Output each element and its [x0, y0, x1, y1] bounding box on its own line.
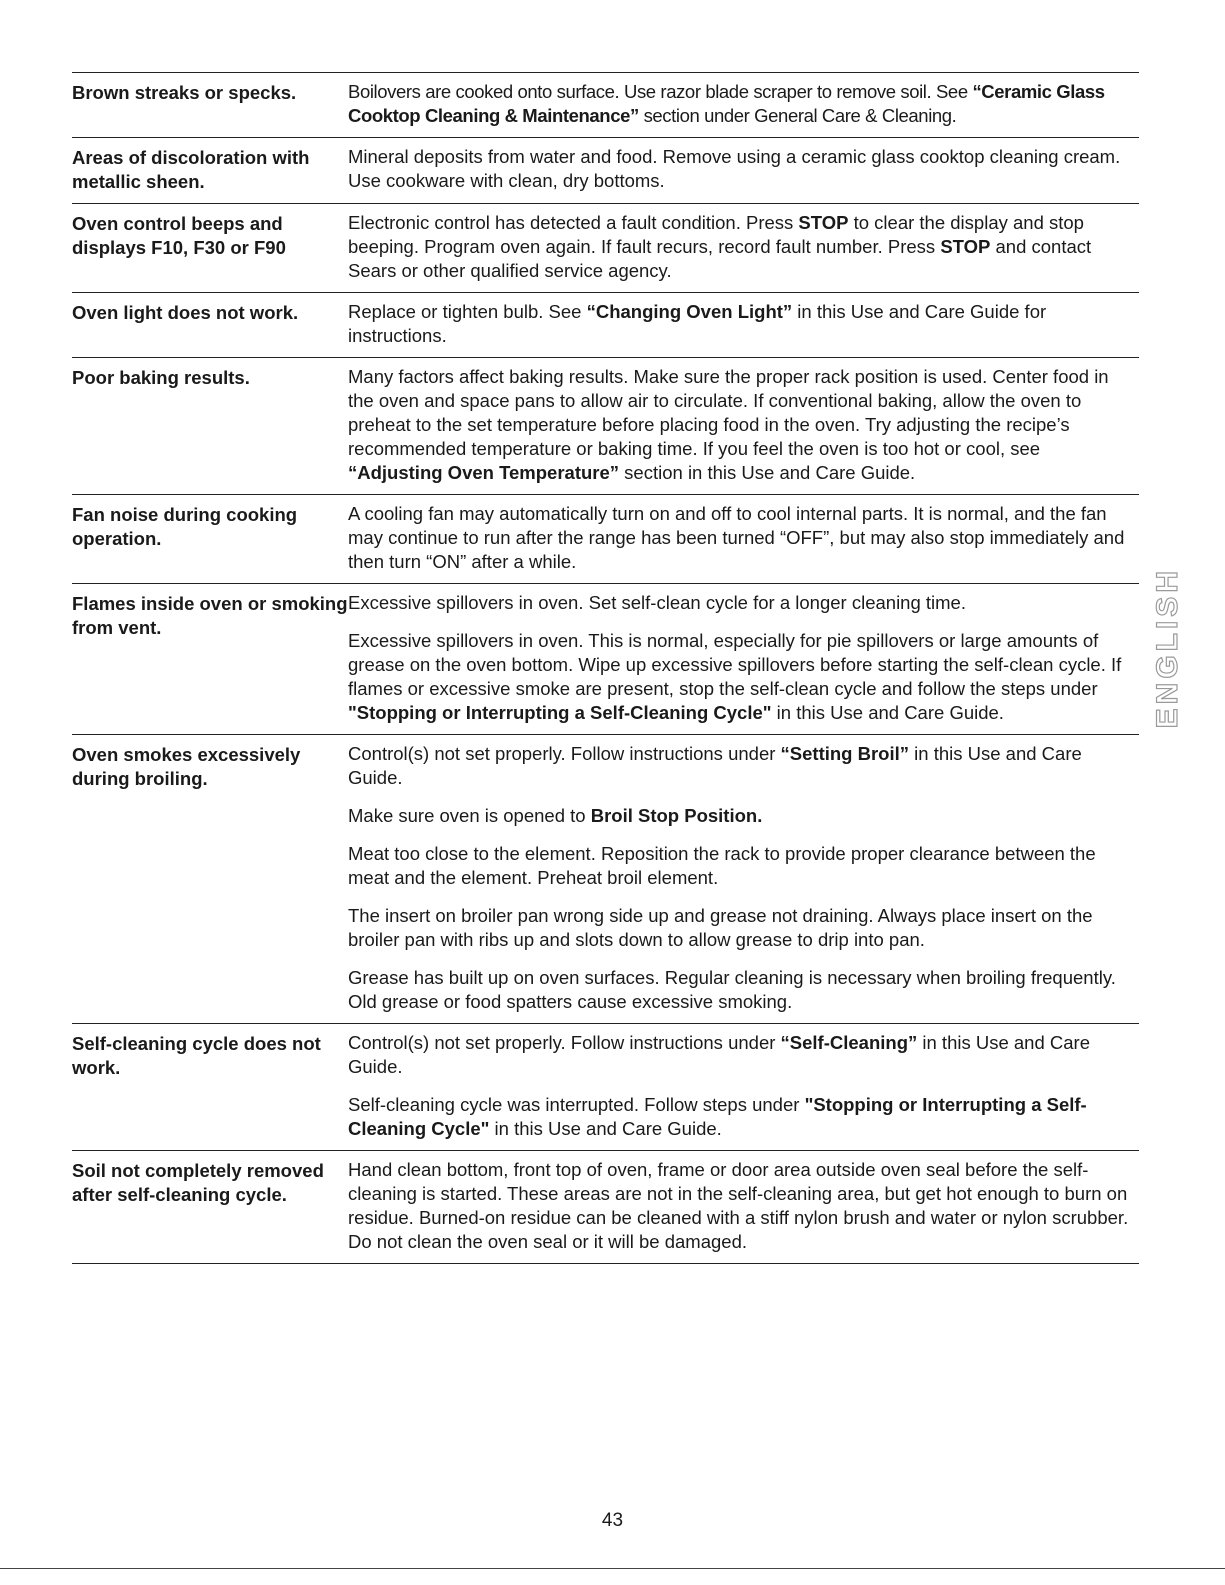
emphasis-text: “Ceramic Glass Cooktop Cleaning & Maintenance” [348, 81, 1105, 126]
body-text: Many factors affect baking results. Make sure the proper rack position is used. Center food in the oven and space pans to allow air to circulate. If conventional baking, allow the oven to preheat to the set temperature before placing food in the oven. Try adjusting the recipe’s recommended temperature or baking time. If you feel the oven is too hot or cool, see [348, 366, 1109, 459]
solution-paragraph [348, 502, 1139, 574]
language-label: ENGLISH [1151, 566, 1184, 729]
body-text: section in this Use and Care Guide. [619, 462, 916, 483]
body-text: in this Use and Care Guide. [771, 702, 1004, 723]
solution-paragraph [348, 300, 1139, 348]
solution-paragraph [348, 145, 1139, 193]
problem-label: Oven control beeps and displays F10, F30 or F90 [72, 213, 286, 258]
body-text: in this Use and Care Guide for instructions. [348, 301, 1047, 346]
solution-cell [348, 145, 1139, 194]
solution-paragraph [348, 211, 1139, 283]
table-row [72, 494, 1139, 583]
solution-paragraph [348, 904, 1139, 952]
solution-paragraph [348, 365, 1139, 485]
body-text: Self-cleaning cycle was interrupted. Follow steps under [348, 1094, 805, 1115]
table-row [72, 72, 1139, 137]
problem-label: Self-cleaning cycle does not work. [72, 1033, 321, 1078]
body-text: Boilovers are cooked onto surface. Use razor blade scraper to remove soil. See [348, 81, 973, 102]
solution-paragraph [348, 742, 1139, 790]
emphasis-text: STOP [940, 236, 991, 257]
body-text: Grease has built up on oven surfaces. Regular cleaning is necessary when broiling frequently. Old grease or food spatters cause excessive smoking. [348, 967, 1116, 1012]
table-row [72, 1150, 1139, 1264]
solution-paragraph [348, 591, 1139, 615]
body-text: The insert on broiler pan wrong side up and grease not draining. Always place insert on the broiler pan with ribs up and slots down to allow grease to drip into pan. [348, 905, 1093, 950]
emphasis-text: "Stopping or Interrupting a Self-Cleaning Cycle" [348, 1094, 1087, 1139]
solution-cell [348, 502, 1139, 574]
problem-label: Areas of discoloration with metallic sheen. [72, 147, 310, 192]
page-number: 43 [601, 1510, 624, 1531]
table-row [72, 137, 1139, 203]
solution-paragraph [348, 1158, 1139, 1254]
body-text: Replace or tighten bulb. See [348, 301, 587, 322]
body-text: Hand clean bottom, front top of oven, frame or door area outside oven seal before the self-cleaning is started. These areas are not in the self-cleaning area, but get hot enough to burn on residue. Burned-on residue can be cleaned with a stiff nylon brush and water or nylon scrubber. Do not clean the oven seal or it will be damaged. [348, 1159, 1129, 1252]
table-row [72, 734, 1139, 1023]
solution-paragraph [348, 1093, 1139, 1141]
body-text: Control(s) not set properly. Follow instructions under [348, 743, 781, 764]
problem-label: Oven smokes excessively during broiling. [72, 744, 301, 789]
body-text: A cooling fan may automatically turn on and off to cool internal parts. It is normal, and the fan may continue to run after the range has been turned “OFF”, but may also stop immediately and then turn “ON” after a while. [348, 503, 1125, 572]
solution-paragraph [348, 80, 1139, 128]
troubleshooting-table [72, 72, 1139, 1264]
problem-label: Fan noise during cooking operation. [72, 504, 298, 549]
problem-label: Soil not completely removed after self-cleaning cycle. [72, 1160, 324, 1205]
emphasis-text: “Adjusting Oven Temperature” [348, 462, 620, 483]
problem-label: Oven light does not work. [72, 302, 299, 323]
solution-paragraph [348, 842, 1139, 890]
table-row [72, 292, 1139, 357]
solution-paragraph [348, 804, 1139, 828]
emphasis-text: “Self-Cleaning” [780, 1032, 918, 1053]
emphasis-text: Broil Stop Position. [590, 805, 763, 826]
solution-cell [348, 591, 1139, 725]
body-text: Meat too close to the element. Reposition the rack to provide proper clearance between the meat and the element. Preheat broil element. [348, 843, 1096, 888]
solution-cell [348, 300, 1139, 348]
emphasis-text: “Setting Broil” [780, 743, 910, 764]
body-text: in this Use and Care Guide. [489, 1118, 722, 1139]
problem-label: Flames inside oven or smoking from vent. [72, 593, 348, 638]
emphasis-text: “Changing Oven Light” [586, 301, 793, 322]
body-text: and contact Sears or other qualified service agency. [348, 236, 1092, 281]
body-text: Excessive spillovers in oven. This is normal, especially for pie spillovers or large amounts of grease on the oven bottom. Wipe up excessive spillovers before starting the self-clean cycle. If flames or excessive smoke are present, stop the self-clean cycle and follow the steps under [348, 630, 1122, 699]
body-text: section under General Care & Cleaning. [638, 105, 957, 126]
table-row [72, 203, 1139, 292]
solution-paragraph [348, 966, 1139, 1014]
body-text: Excessive spillovers in oven. Set self-clean cycle for a longer cleaning time. [348, 592, 966, 613]
table-row [72, 583, 1139, 734]
solution-cell [348, 742, 1139, 1014]
emphasis-text: "Stopping or Interrupting a Self-Cleaning Cycle" [348, 702, 772, 723]
body-text: to clear the display and stop beeping. Program oven again. If fault recurs, record fault number. Press [348, 212, 1084, 257]
body-text: in this Use and Care Guide. [348, 1032, 1091, 1077]
problem-label: Brown streaks or specks. [72, 82, 297, 103]
table-row [72, 1023, 1139, 1150]
solution-cell [348, 80, 1139, 128]
emphasis-text: STOP [798, 212, 849, 233]
solution-cell [348, 365, 1139, 485]
solution-cell [348, 211, 1139, 283]
body-text: in this Use and Care Guide. [348, 743, 1082, 788]
solution-cell [348, 1158, 1139, 1254]
body-text: Electronic control has detected a fault condition. Press [348, 212, 799, 233]
body-text: Make sure oven is opened to [348, 805, 591, 826]
bottom-rule [0, 1568, 1225, 1569]
solution-paragraph [348, 629, 1139, 725]
body-text: Mineral deposits from water and food. Remove using a ceramic glass cooktop cleaning cream. Use cookware with clean, dry bottoms. [348, 146, 1121, 191]
solution-paragraph [348, 1031, 1139, 1079]
table-row [72, 357, 1139, 494]
problem-label: Poor baking results. [72, 367, 250, 388]
solution-cell [348, 1031, 1139, 1141]
body-text: Control(s) not set properly. Follow instructions under [348, 1032, 781, 1053]
language-side-tab [1148, 566, 1188, 729]
